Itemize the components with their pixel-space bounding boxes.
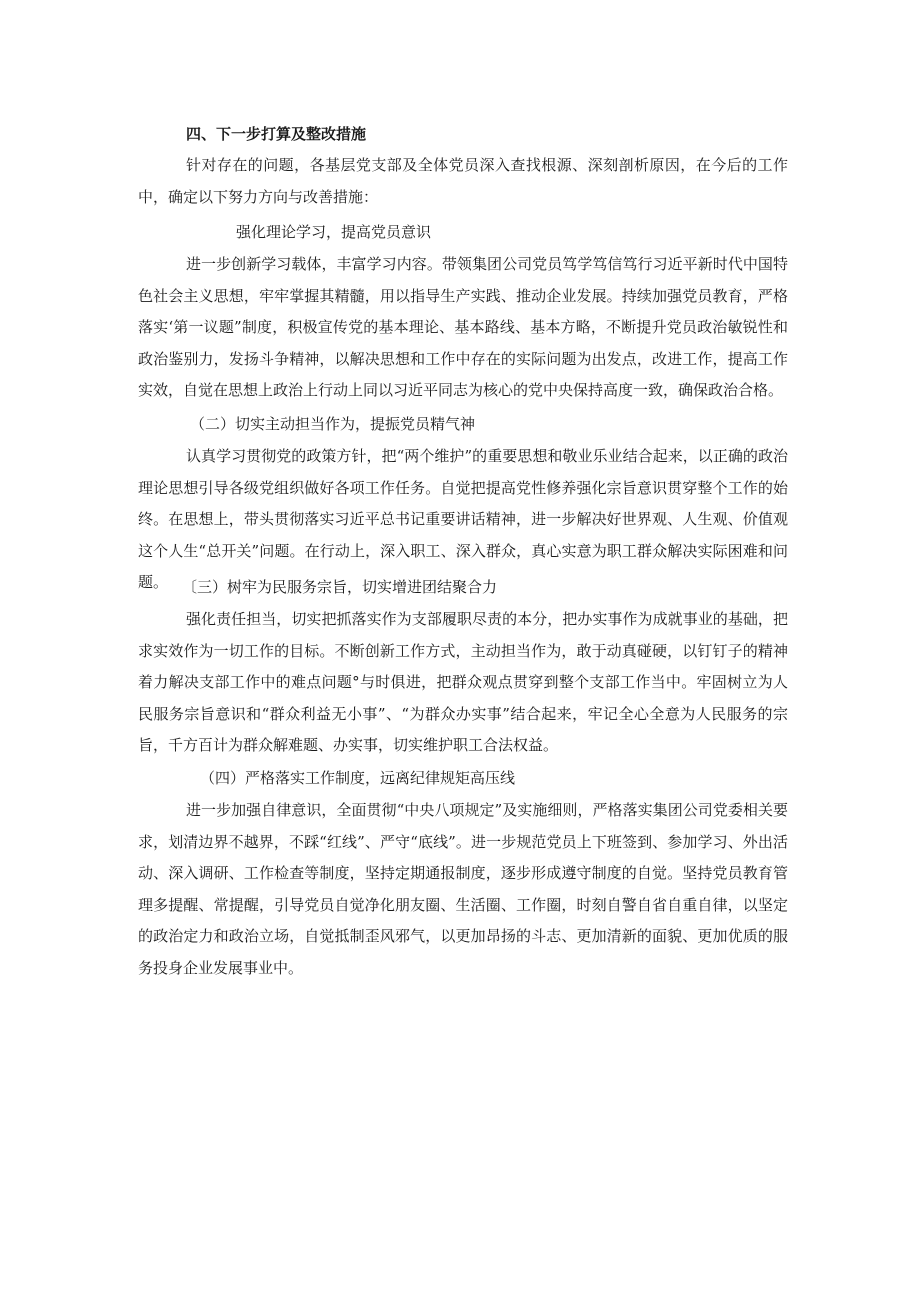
item-4-body: 进一步加强自律意识，全面贯彻“中央八项规定”及实施细则，严格落实集团公司党委相关要求，划清边界不越界，不踩“红线”、严守“底线”。进一步规范党员上下班签到、参加学习、外出活动、深入调研、工作检查等制度，坚持定期通报制度，逐步形成遵守制度的自觉。坚持党员教育管理多提醒、常提醒，引导党员自觉净化朋友圈、生活圈、工作圈，时刻自警自省自重自律，以坚定的政治定力和政治立场，自觉抵制歪风邪气，以更加昂扬的斗志、更加清新的面貌、更加优质的服务投身企业发展事业中。 (138, 801, 788, 977)
item-2-title: （二）切实主动担当作为，提振党员精气神 (190, 415, 476, 433)
item-2-body: 认真学习贯彻党的政策方针，把“两个维护”的重要思想和敬业乐业结合起来，以正确的政治理论思想引导各级党组织做好各项工作任务。自觉把提高党性修养强化宗旨意识贯穿整个工作的始终。在思想上，带头贯彻落实习近平总书记重要讲话精神，进一步解决好世界观、人生观、价值观这个人生“总开关”问题。在行动上，深入职工、深入群众，真心实意为职工群众解决实际困难和问题。 (138, 447, 788, 591)
section-heading: 四、下一步打算及整改措施 (186, 125, 367, 143)
item-1-title: 强化理论学习，提高党员意识 (236, 223, 432, 241)
intro-paragraph: 针对存在的问题，各基层党支部及全体党员深入查找根源、深刻剖析原因，在今后的工作中，确定以下努力方向与改善措施： (138, 156, 788, 206)
item-3-title: 〔三）树牢为民服务宗旨，切实增进团结聚合力 (182, 578, 498, 596)
item-1-body: 进一步创新学习载体，丰富学习内容。带领集团公司党员笃学笃信笃行习近平新时代中国特色社会主义思想，牢牢掌握其精髓，用以指导生产实践、推动企业发展。持续加强党员教育，严格落实‘第一议题”制度，积极宣传党的基本理论、基本路线、基本方略，不断提升党员政治敏锐性和政治鉴别力，发扬斗争精神，以解决思想和工作中存在的实际问题为出发点，改进工作，提高工作实效，自觉在思想上政治上行动上同以习近平同志为核心的党中央保持高度一致，确保政治合格。 (138, 255, 788, 399)
item-4-title: （四）严格落实工作制度，远离纪律规矩高压线 (200, 769, 516, 787)
item-3-body: 强化责任担当，切实把抓落实作为支部履职尽责的本分，把办实事作为成就事业的基础，把求实效作为一切工作的目标。不断创新工作方式，主动担当作为，敢于动真碰硬，以钉钉子的精神着力解决支部工作中的难点问题°与时俱进，把群众观点贯穿到整个支部工作当中。牢固树立为人民服务宗旨意识和“群众利益无小事”、“为群众办实事”结合起来，牢记全心全意为人民服务的宗旨，千方百计为群众解难题、办实事，切实维护职工合法权益。 (138, 610, 788, 754)
